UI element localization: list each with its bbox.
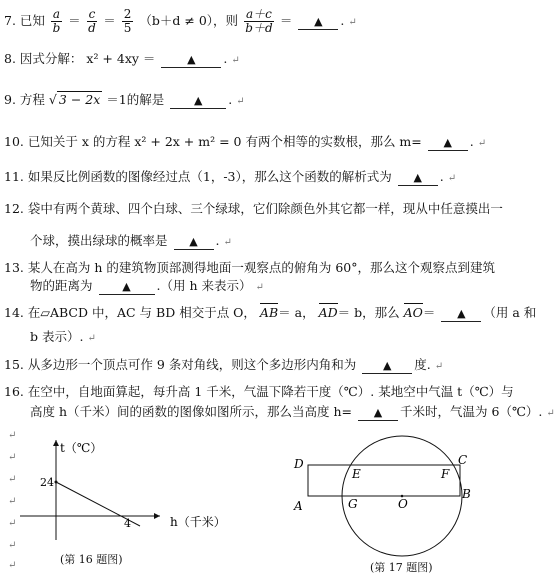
question-9: 9. 方程 √ 3 − 2x ＝1的解是 ▲ . ↵ xyxy=(4,92,245,107)
vector-AD: AD xyxy=(318,305,338,320)
y-axis-label: t（℃） xyxy=(60,441,103,455)
figure-17-caption: (第 17 题图) xyxy=(370,561,433,574)
fraction-target: $\frac{a+c}{b+d}$ xyxy=(245,7,273,35)
answer-blank[interactable]: ▲ xyxy=(99,280,155,295)
svg-text:C: C xyxy=(458,453,468,467)
svg-text:O: O xyxy=(398,497,408,511)
question-8: 8. 因式分解： x² + 4xy ＝ ▲ . ↵ xyxy=(4,51,240,66)
svg-text:D: D xyxy=(294,457,304,471)
x-tick-4: 4 xyxy=(124,517,131,530)
svg-text:G: G xyxy=(348,497,358,511)
question-14-line-2: b 表示）. ↵ xyxy=(30,329,96,344)
answer-blank[interactable]: ▲ xyxy=(362,359,412,374)
answer-blank[interactable]: ▲ xyxy=(398,171,438,186)
svg-text:A: A xyxy=(294,499,303,513)
vector-AO: AO xyxy=(403,305,423,320)
paragraph-mark: ↵ xyxy=(8,496,17,507)
answer-blank[interactable]: ▲ xyxy=(441,307,481,322)
svg-text:B: B xyxy=(462,487,471,501)
question-13: 13. 某人在高为 h 的建筑物顶部测得地面一观察点的俯角为 60°，那么这个观察点到建筑 xyxy=(4,260,496,275)
question-12-line-2: 个球，摸出绿球的概率是 ▲ . ↵ xyxy=(30,233,232,248)
paragraph-mark: ↵ xyxy=(8,430,17,441)
x-axis-label: h（千米） xyxy=(170,515,226,529)
figure-16-caption: (第 16 题图) xyxy=(60,553,123,566)
question-16: 16. 在空中，自地面算起，每升高 1 千米，气温下降若干度（℃）. 某地空中气温 t（℃）与 xyxy=(4,384,514,399)
answer-blank[interactable]: ▲ xyxy=(170,94,226,109)
paragraph-mark: ↵ xyxy=(8,474,17,485)
fraction-a-b: $\frac{a}{b}$ xyxy=(52,7,61,35)
answer-blank[interactable]: ▲ xyxy=(174,235,214,250)
figure-16-graph xyxy=(20,430,250,560)
paragraph-mark: ↵ xyxy=(8,452,17,463)
figure-17-diagram xyxy=(292,430,512,566)
question-13-line-2: 物的距离为 ▲ .（用 h 来表示） ↵ xyxy=(30,278,264,293)
answer-blank[interactable]: ▲ xyxy=(428,136,468,151)
y-tick-24: 24 xyxy=(40,476,54,489)
svg-text:E: E xyxy=(352,467,361,481)
question-7: 7. 已知 $\frac{a}{b}$ ＝ $\frac{c}{d}$ ＝ $\frac{2}{5}$ （b＋d ≠ 0），则 $\frac{a+c}{b+d}$ ＝ ▲ . ↵ xyxy=(4,7,357,35)
fraction-c-d: $\frac{c}{d}$ xyxy=(88,7,96,35)
question-number: 7. xyxy=(4,13,16,28)
paragraph-mark: ↵ xyxy=(8,518,17,529)
paragraph-mark: ↵ xyxy=(8,560,17,571)
question-15: 15. 从多边形一个顶点可作 9 条对角线，则这个多边形内角和为 ▲ 度. ↵ xyxy=(4,357,444,372)
vector-AB: AB xyxy=(259,305,279,320)
question-10: 10. 已知关于 x 的方程 x² + 2x + m² = 0 有两个相等的实数根，那么 m= ▲ . ↵ xyxy=(4,134,487,149)
question-11: 11. 如果反比例函数的图像经过点（1，-3），那么这个函数的解析式为 ▲ . ↵ xyxy=(4,169,457,184)
svg-text:F: F xyxy=(441,467,450,481)
answer-blank[interactable]: ▲ xyxy=(358,406,398,421)
paragraph-mark: ↵ xyxy=(8,540,17,551)
question-14: 14. 在▱ABCD 中，AC 与 BD 相交于点 O， AB＝ a， AD＝ b，那么 AO＝ ▲ （用 a 和 xyxy=(4,305,537,320)
answer-blank[interactable]: ▲ xyxy=(161,53,221,68)
rectangle-ABCD xyxy=(308,465,460,496)
fraction-2-5: $\frac{2}{5}$ xyxy=(123,7,132,35)
question-16-line-2: 高度 h（千米）间的函数的图像如图所示，那么当高度 h= ▲ 千米时，气温为 6（℃）. ↵ xyxy=(30,404,555,419)
answer-blank[interactable]: ▲ xyxy=(298,15,338,30)
sqrt-symbol: √ xyxy=(48,92,57,107)
question-12: 12. 袋中有两个黄球、四个白球、三个绿球，它们除颜色外其它都一样，现从中任意摸出一 xyxy=(4,201,503,216)
